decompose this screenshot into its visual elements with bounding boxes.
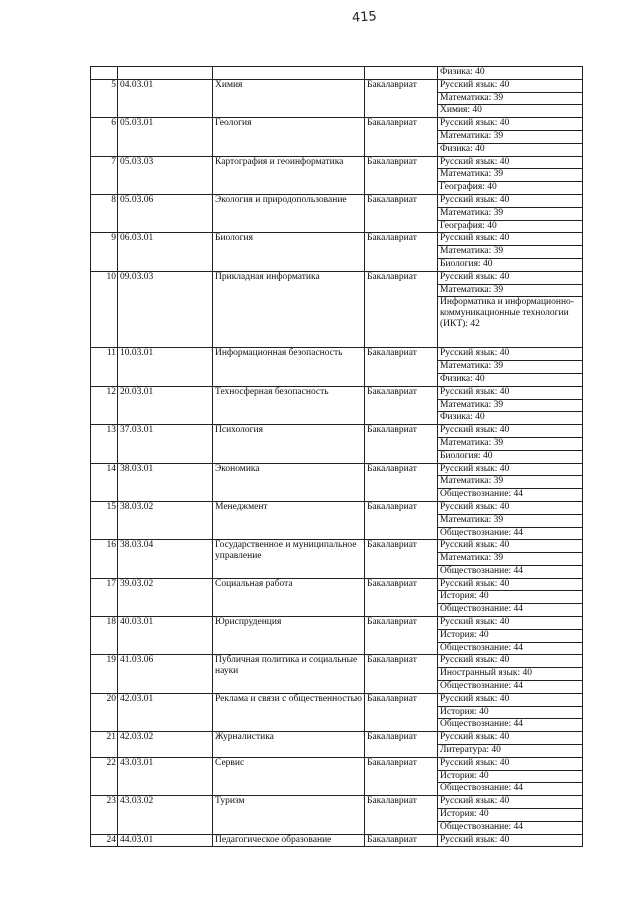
exam-requirement: Математика: 39 bbox=[438, 553, 583, 566]
program-name: Туризм bbox=[213, 796, 365, 834]
row-number: 22 bbox=[91, 757, 118, 795]
exam-requirement: Информатика и информационно-коммуникационные технологии (ИКТ): 42 bbox=[438, 297, 583, 348]
education-level: Бакалавриат bbox=[365, 156, 438, 194]
program-code: 20.03.01 bbox=[118, 386, 213, 424]
table-row bbox=[91, 617, 583, 630]
education-level: Бакалавриат bbox=[365, 79, 438, 117]
table-row bbox=[91, 796, 583, 809]
table-row bbox=[91, 233, 583, 246]
program-code bbox=[118, 67, 213, 80]
education-level: Бакалавриат bbox=[365, 271, 438, 348]
program-name: Публичная политика и социальные науки bbox=[213, 655, 365, 693]
table-row bbox=[91, 693, 583, 706]
exam-requirement: Биология: 40 bbox=[438, 450, 583, 463]
row-number: 7 bbox=[91, 156, 118, 194]
education-level: Бакалавриат bbox=[365, 834, 438, 847]
row-number: 18 bbox=[91, 617, 118, 655]
program-code: 42.03.02 bbox=[118, 732, 213, 758]
exam-requirement: Физика: 40 bbox=[438, 67, 583, 80]
program-code: 05.03.01 bbox=[118, 118, 213, 156]
exam-requirement: Русский язык: 40 bbox=[438, 156, 583, 169]
program-name: Психология bbox=[213, 425, 365, 463]
exam-requirement: Обществознание: 44 bbox=[438, 565, 583, 578]
program-name: Информационная безопасность bbox=[213, 348, 365, 386]
program-code: 06.03.01 bbox=[118, 233, 213, 271]
row-number: 11 bbox=[91, 348, 118, 386]
exam-requirement: Литература: 40 bbox=[438, 745, 583, 758]
exam-requirement: Обществознание: 44 bbox=[438, 489, 583, 502]
education-level: Бакалавриат bbox=[365, 578, 438, 616]
table-row bbox=[91, 425, 583, 438]
page-number: 415 bbox=[351, 9, 378, 26]
education-level: Бакалавриат bbox=[365, 386, 438, 424]
table-row bbox=[91, 834, 583, 847]
program-name: Журналистика bbox=[213, 732, 365, 758]
exam-requirement: Русский язык: 40 bbox=[438, 732, 583, 745]
exam-requirement: Русский язык: 40 bbox=[438, 233, 583, 246]
row-number: 15 bbox=[91, 501, 118, 539]
exam-requirement: История: 40 bbox=[438, 706, 583, 719]
program-name: Сервис bbox=[213, 757, 365, 795]
exam-requirement: Русский язык: 40 bbox=[438, 118, 583, 131]
education-level: Бакалавриат bbox=[365, 732, 438, 758]
exam-requirement: Русский язык: 40 bbox=[438, 425, 583, 438]
program-name: Химия bbox=[213, 79, 365, 117]
row-number: 6 bbox=[91, 118, 118, 156]
program-name: Педагогическое образование bbox=[213, 834, 365, 847]
program-code: 10.03.01 bbox=[118, 348, 213, 386]
education-level: Бакалавриат bbox=[365, 194, 438, 232]
exam-requirement: Математика: 39 bbox=[438, 361, 583, 374]
exam-requirement: География: 40 bbox=[438, 220, 583, 233]
table-row bbox=[91, 655, 583, 668]
exam-requirement: Русский язык: 40 bbox=[438, 578, 583, 591]
program-code: 04.03.01 bbox=[118, 79, 213, 117]
exam-requirement: Математика: 39 bbox=[438, 514, 583, 527]
exam-requirement: Русский язык: 40 bbox=[438, 386, 583, 399]
education-level bbox=[365, 67, 438, 80]
exam-requirement: Математика: 39 bbox=[438, 284, 583, 297]
table-row bbox=[91, 386, 583, 399]
table-row bbox=[91, 271, 583, 284]
table-row bbox=[91, 348, 583, 361]
exam-requirement: Физика: 40 bbox=[438, 143, 583, 156]
row-number: 8 bbox=[91, 194, 118, 232]
table-row bbox=[91, 79, 583, 92]
admission-table bbox=[90, 66, 583, 847]
exam-requirement: Русский язык: 40 bbox=[438, 79, 583, 92]
exam-requirement: Обществознание: 44 bbox=[438, 642, 583, 655]
row-number: 14 bbox=[91, 463, 118, 501]
exam-requirement: Обществознание: 44 bbox=[438, 527, 583, 540]
exam-requirement: Русский язык: 40 bbox=[438, 617, 583, 630]
program-code: 37.03.01 bbox=[118, 425, 213, 463]
table-row bbox=[91, 118, 583, 131]
exam-requirement: Физика: 40 bbox=[438, 412, 583, 425]
row-number: 17 bbox=[91, 578, 118, 616]
exam-requirement: Русский язык: 40 bbox=[438, 463, 583, 476]
exam-requirement: Обществознание: 44 bbox=[438, 719, 583, 732]
education-level: Бакалавриат bbox=[365, 693, 438, 731]
education-level: Бакалавриат bbox=[365, 757, 438, 795]
row-number: 5 bbox=[91, 79, 118, 117]
program-code: 39.03.02 bbox=[118, 578, 213, 616]
program-code: 43.03.01 bbox=[118, 757, 213, 795]
exam-requirement: Русский язык: 40 bbox=[438, 757, 583, 770]
exam-requirement: Русский язык: 40 bbox=[438, 501, 583, 514]
exam-requirement: Биология: 40 bbox=[438, 258, 583, 271]
row-number: 21 bbox=[91, 732, 118, 758]
table-row bbox=[91, 194, 583, 207]
row-number: 13 bbox=[91, 425, 118, 463]
exam-requirement: Русский язык: 40 bbox=[438, 194, 583, 207]
program-name: Экономика bbox=[213, 463, 365, 501]
exam-requirement: География: 40 bbox=[438, 182, 583, 195]
program-name: Экология и природопользование bbox=[213, 194, 365, 232]
exam-requirement: Русский язык: 40 bbox=[438, 540, 583, 553]
exam-requirement: Русский язык: 40 bbox=[438, 693, 583, 706]
row-number: 10 bbox=[91, 271, 118, 348]
program-code: 44.03.01 bbox=[118, 834, 213, 847]
education-level: Бакалавриат bbox=[365, 348, 438, 386]
program-name: Техносферная безопасность bbox=[213, 386, 365, 424]
education-level: Бакалавриат bbox=[365, 501, 438, 539]
row-number: 12 bbox=[91, 386, 118, 424]
exam-requirement: История: 40 bbox=[438, 629, 583, 642]
exam-requirement: Русский язык: 40 bbox=[438, 796, 583, 809]
exam-requirement: Иностранный язык: 40 bbox=[438, 668, 583, 681]
program-code: 42.03.01 bbox=[118, 693, 213, 731]
program-code: 38.03.04 bbox=[118, 540, 213, 578]
table-row bbox=[91, 463, 583, 476]
exam-requirement: Физика: 40 bbox=[438, 373, 583, 386]
table-row bbox=[91, 757, 583, 770]
row-number: 19 bbox=[91, 655, 118, 693]
row-number: 20 bbox=[91, 693, 118, 731]
exam-requirement: Математика: 39 bbox=[438, 437, 583, 450]
program-name: Государственное и муниципальное управление bbox=[213, 540, 365, 578]
table-row bbox=[91, 156, 583, 169]
education-level: Бакалавриат bbox=[365, 655, 438, 693]
program-name: Социальная работа bbox=[213, 578, 365, 616]
program-code: 41.03.06 bbox=[118, 655, 213, 693]
exam-requirement: Математика: 39 bbox=[438, 169, 583, 182]
table-row bbox=[91, 732, 583, 745]
program-name: Реклама и связи с общественностью bbox=[213, 693, 365, 731]
row-number: 16 bbox=[91, 540, 118, 578]
program-code: 05.03.03 bbox=[118, 156, 213, 194]
education-level: Бакалавриат bbox=[365, 425, 438, 463]
admission-table-body bbox=[91, 67, 583, 847]
exam-requirement: Русский язык: 40 bbox=[438, 834, 583, 847]
education-level: Бакалавриат bbox=[365, 118, 438, 156]
program-code: 05.03.06 bbox=[118, 194, 213, 232]
exam-requirement: Математика: 39 bbox=[438, 246, 583, 259]
exam-requirement: Математика: 39 bbox=[438, 130, 583, 143]
row-number: 24 bbox=[91, 834, 118, 847]
row-number: 9 bbox=[91, 233, 118, 271]
exam-requirement: Обществознание: 44 bbox=[438, 604, 583, 617]
exam-requirement: Математика: 39 bbox=[438, 207, 583, 220]
program-name: Картография и геоинформатика bbox=[213, 156, 365, 194]
exam-requirement: Обществознание: 44 bbox=[438, 681, 583, 694]
program-name: Геология bbox=[213, 118, 365, 156]
education-level: Бакалавриат bbox=[365, 796, 438, 834]
row-number: 23 bbox=[91, 796, 118, 834]
table-row bbox=[91, 578, 583, 591]
exam-requirement: Русский язык: 40 bbox=[438, 348, 583, 361]
program-code: 43.03.02 bbox=[118, 796, 213, 834]
table-row bbox=[91, 501, 583, 514]
program-name: Биология bbox=[213, 233, 365, 271]
program-code: 40.03.01 bbox=[118, 617, 213, 655]
exam-requirement: Математика: 39 bbox=[438, 399, 583, 412]
program-name: Юриспруденция bbox=[213, 617, 365, 655]
education-level: Бакалавриат bbox=[365, 617, 438, 655]
exam-requirement: История: 40 bbox=[438, 591, 583, 604]
exam-requirement: История: 40 bbox=[438, 809, 583, 822]
exam-requirement: Химия: 40 bbox=[438, 105, 583, 118]
exam-requirement: История: 40 bbox=[438, 770, 583, 783]
education-level: Бакалавриат bbox=[365, 540, 438, 578]
program-name bbox=[213, 67, 365, 80]
exam-requirement: Обществознание: 44 bbox=[438, 783, 583, 796]
row-number bbox=[91, 67, 118, 80]
program-code: 09.03.03 bbox=[118, 271, 213, 348]
exam-requirement: Математика: 39 bbox=[438, 92, 583, 105]
table-row bbox=[91, 540, 583, 553]
program-name: Прикладная информатика bbox=[213, 271, 365, 348]
exam-requirement: Обществознание: 44 bbox=[438, 821, 583, 834]
exam-requirement: Математика: 39 bbox=[438, 476, 583, 489]
education-level: Бакалавриат bbox=[365, 233, 438, 271]
program-name: Менеджмент bbox=[213, 501, 365, 539]
program-code: 38.03.02 bbox=[118, 501, 213, 539]
program-code: 38.03.01 bbox=[118, 463, 213, 501]
exam-requirement: Русский язык: 40 bbox=[438, 271, 583, 284]
exam-requirement: Русский язык: 40 bbox=[438, 655, 583, 668]
table-row bbox=[91, 67, 583, 80]
education-level: Бакалавриат bbox=[365, 463, 438, 501]
